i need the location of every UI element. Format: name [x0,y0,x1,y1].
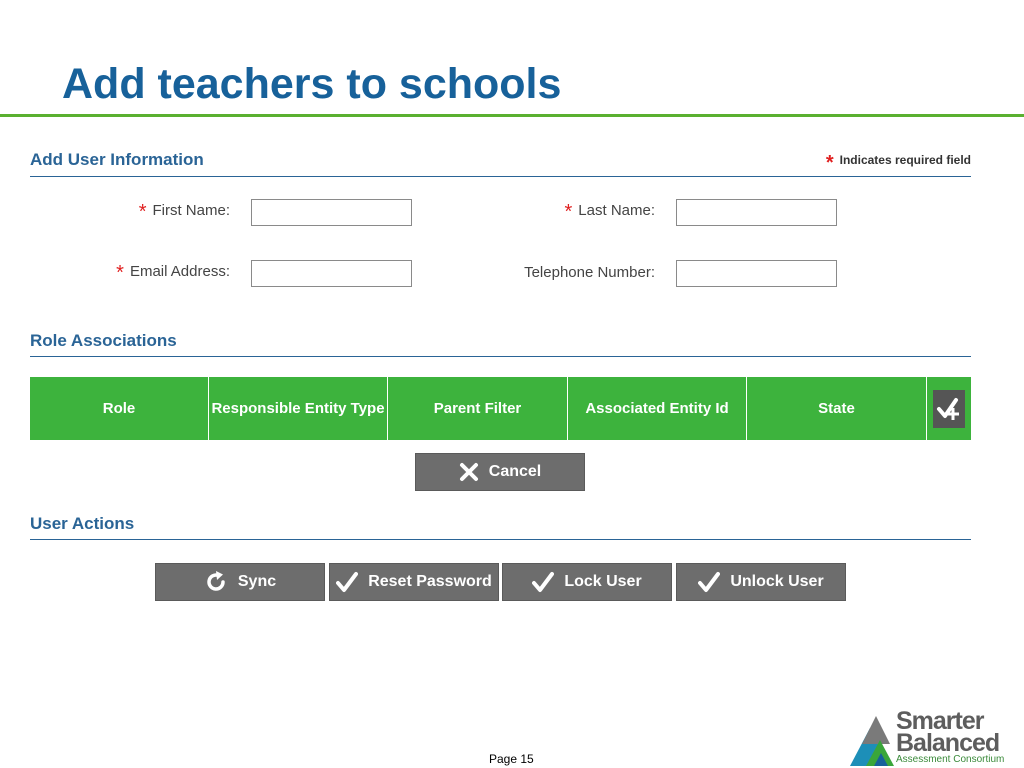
lock-user-button[interactable] [502,563,672,601]
email-label [116,262,230,285]
telephone-field[interactable] [676,260,837,287]
refresh-icon [204,570,228,594]
first-name-field[interactable] [251,199,412,226]
logo-text-smarter: Smarter [896,707,984,735]
role-associations-section-divider [30,356,971,357]
sync-button[interactable] [155,563,325,601]
column-header-role[interactable]: Role [30,377,209,440]
checkmark-icon [698,571,720,593]
add-user-section-title: Add User Information [30,150,204,169]
required-marker: * [825,152,834,174]
close-icon [459,462,479,482]
unlock-user-button[interactable] [676,563,846,601]
cancel-button[interactable] [415,453,585,491]
column-header-associated-entity-id[interactable]: Associated Entity Id [568,377,747,440]
column-header-parent-filter[interactable]: Parent Filter [388,377,568,440]
first-name-label [139,201,230,224]
lock-user-button-label: Lock User [564,573,642,590]
cancel-button-label: Cancel [488,463,542,480]
email-field[interactable] [251,260,412,287]
logo-text-balanced: Balanced [896,729,1000,757]
column-header-state[interactable]: State [747,377,927,440]
logo-text-consortium: Assessment Consortium [896,754,1005,765]
unlock-user-button-label: Unlock User [730,573,824,590]
checkmark-icon [532,571,554,593]
last-name-label-text: Last Name: [578,202,655,219]
add-role-button[interactable] [933,390,965,428]
title-divider [0,114,1024,117]
sync-button-label: Sync [237,573,277,590]
required-marker: * [116,262,124,284]
reset-password-button[interactable] [329,563,499,601]
column-header-responsible-entity-type[interactable]: Responsible Entity Type [209,377,388,440]
required-field-note [826,152,971,175]
check-plus-icon [936,396,962,422]
user-actions-section-divider [30,539,971,540]
reset-password-button-label: Reset Password [368,573,492,590]
required-marker: * [138,201,147,223]
slide-title: Add teachers to schools [62,60,562,108]
user-actions-section-title: User Actions [30,514,135,533]
page-number: Page 15 [489,752,534,766]
role-associations-section-title: Role Associations [30,331,177,350]
add-role-cell [927,377,971,440]
first-name-label-text: First Name: [152,202,230,219]
role-associations-grid-header [30,377,971,440]
add-user-section-divider [30,176,971,177]
last-name-label [565,201,656,224]
email-label-text: Email Address: [129,263,230,280]
required-marker: * [564,201,573,223]
last-name-field[interactable] [676,199,837,226]
telephone-label: Telephone Number: [524,264,655,281]
checkmark-icon [336,571,358,593]
required-note-text: Indicates required field [839,153,971,167]
